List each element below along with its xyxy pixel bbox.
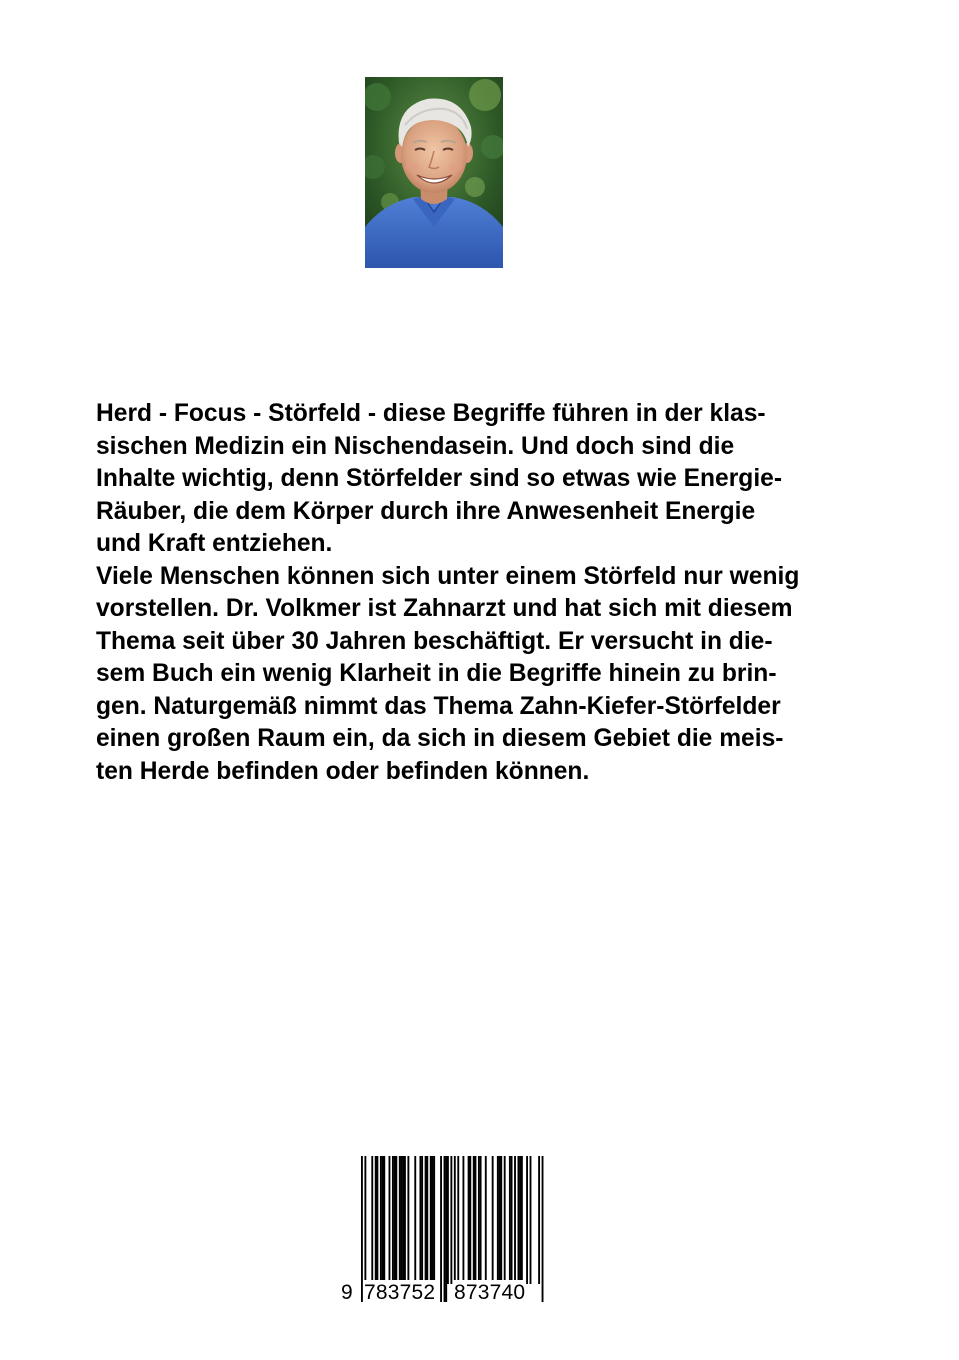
barcode-bar — [404, 1156, 406, 1284]
barcode-bar — [402, 1156, 404, 1284]
barcode-bar — [380, 1156, 382, 1284]
blurb-line: und Kraft entziehen. — [96, 530, 333, 557]
barcode-bar — [518, 1156, 520, 1284]
barcode-bar — [395, 1156, 397, 1284]
barcode-bar — [399, 1156, 401, 1284]
barcode-bar — [432, 1156, 434, 1284]
blurb-line: vorstellen. Dr. Volkmer ist Zahnarzt und hat sich mit diesem — [96, 595, 793, 622]
blurb-line: Thema seit über 30 Jahren beschäftigt. Er versucht in die- — [96, 627, 773, 655]
barcode-bar — [462, 1156, 464, 1284]
barcode-bar — [457, 1156, 459, 1284]
barcode-bar — [538, 1156, 540, 1284]
barcode-bar — [376, 1156, 378, 1284]
isbn-digits-left: 783752 — [364, 1281, 436, 1304]
barcode-bar — [389, 1156, 391, 1284]
back-cover-blurb — [96, 398, 866, 788]
author-photo — [365, 77, 503, 268]
barcode-bar — [500, 1156, 502, 1284]
isbn-number — [340, 1280, 546, 1306]
barcode-bar — [530, 1156, 532, 1284]
barcode-bar — [425, 1156, 427, 1284]
barcode-bar — [382, 1156, 384, 1284]
barcode-bar — [499, 1156, 501, 1284]
barcode-bar — [511, 1156, 513, 1284]
blurb-line: Herd - Focus - Störfeld - diese Begriffe führen in der klas- — [96, 400, 766, 427]
blurb-paragraph-2 — [96, 561, 866, 789]
barcode-bar — [485, 1156, 487, 1284]
barcode-bar — [419, 1156, 421, 1284]
barcode-bar — [433, 1156, 435, 1284]
barcode-bar — [454, 1156, 456, 1284]
barcode-bar — [394, 1156, 396, 1284]
barcode-bar — [519, 1156, 521, 1284]
blurb-line: Viele Menschen können sich unter einem Störfeld nur wenig — [96, 562, 800, 590]
barcode-bar — [468, 1156, 470, 1284]
blurb-paragraph-1 — [96, 398, 866, 561]
barcode-bar — [383, 1156, 385, 1284]
barcode-bar — [473, 1156, 475, 1284]
barcode-bar — [414, 1156, 416, 1284]
barcode-bar — [480, 1156, 482, 1284]
barcode-bar — [478, 1156, 480, 1284]
barcode-bar — [526, 1156, 528, 1284]
barcode-bar — [421, 1156, 423, 1284]
barcode-bar — [430, 1156, 432, 1284]
barcode-bar — [492, 1156, 494, 1284]
blurb-line: gen. Naturgemäß nimmt das Thema Zahn-Kiefer-Störfelder — [96, 692, 781, 720]
barcode-bar — [475, 1156, 477, 1284]
barcode-bar — [407, 1156, 409, 1284]
blurb-line: sischen Medizin ein Nischendasein. Und doch sind die — [96, 432, 735, 460]
barcode-bar — [450, 1156, 452, 1284]
barcode-bar — [426, 1156, 428, 1284]
barcode-bar — [469, 1156, 471, 1284]
barcode-bar — [509, 1156, 511, 1284]
barcode-bar — [514, 1156, 516, 1284]
barcode-bar — [392, 1156, 394, 1284]
blurb-line: sem Buch ein wenig Klarheit in die Begriffe hinein zu brin- — [96, 660, 777, 687]
blurb-line: Inhalte wichtig, denn Störfelder sind so etwas wie Energie- — [96, 465, 783, 492]
blurb-line: ten Herde befinden oder befinden können. — [96, 757, 590, 785]
barcode-bar — [401, 1156, 403, 1284]
portrait-photo-icon — [365, 77, 503, 268]
isbn-digit-first: 9 — [341, 1281, 353, 1304]
barcode-bar — [371, 1156, 373, 1284]
blurb-line: Räuber, die dem Körper durch ihre Anwesenheit Energie — [96, 497, 756, 525]
barcode-bar — [521, 1156, 523, 1284]
isbn-digits-right: 873740 — [454, 1281, 526, 1304]
barcode-bar — [497, 1156, 499, 1284]
barcode-bar — [447, 1156, 449, 1284]
barcode-bar — [375, 1156, 377, 1284]
blurb-line: einen großen Raum ein, da sich in diesem Gebiet die meis- — [96, 725, 784, 752]
barcode-bar — [504, 1156, 506, 1284]
